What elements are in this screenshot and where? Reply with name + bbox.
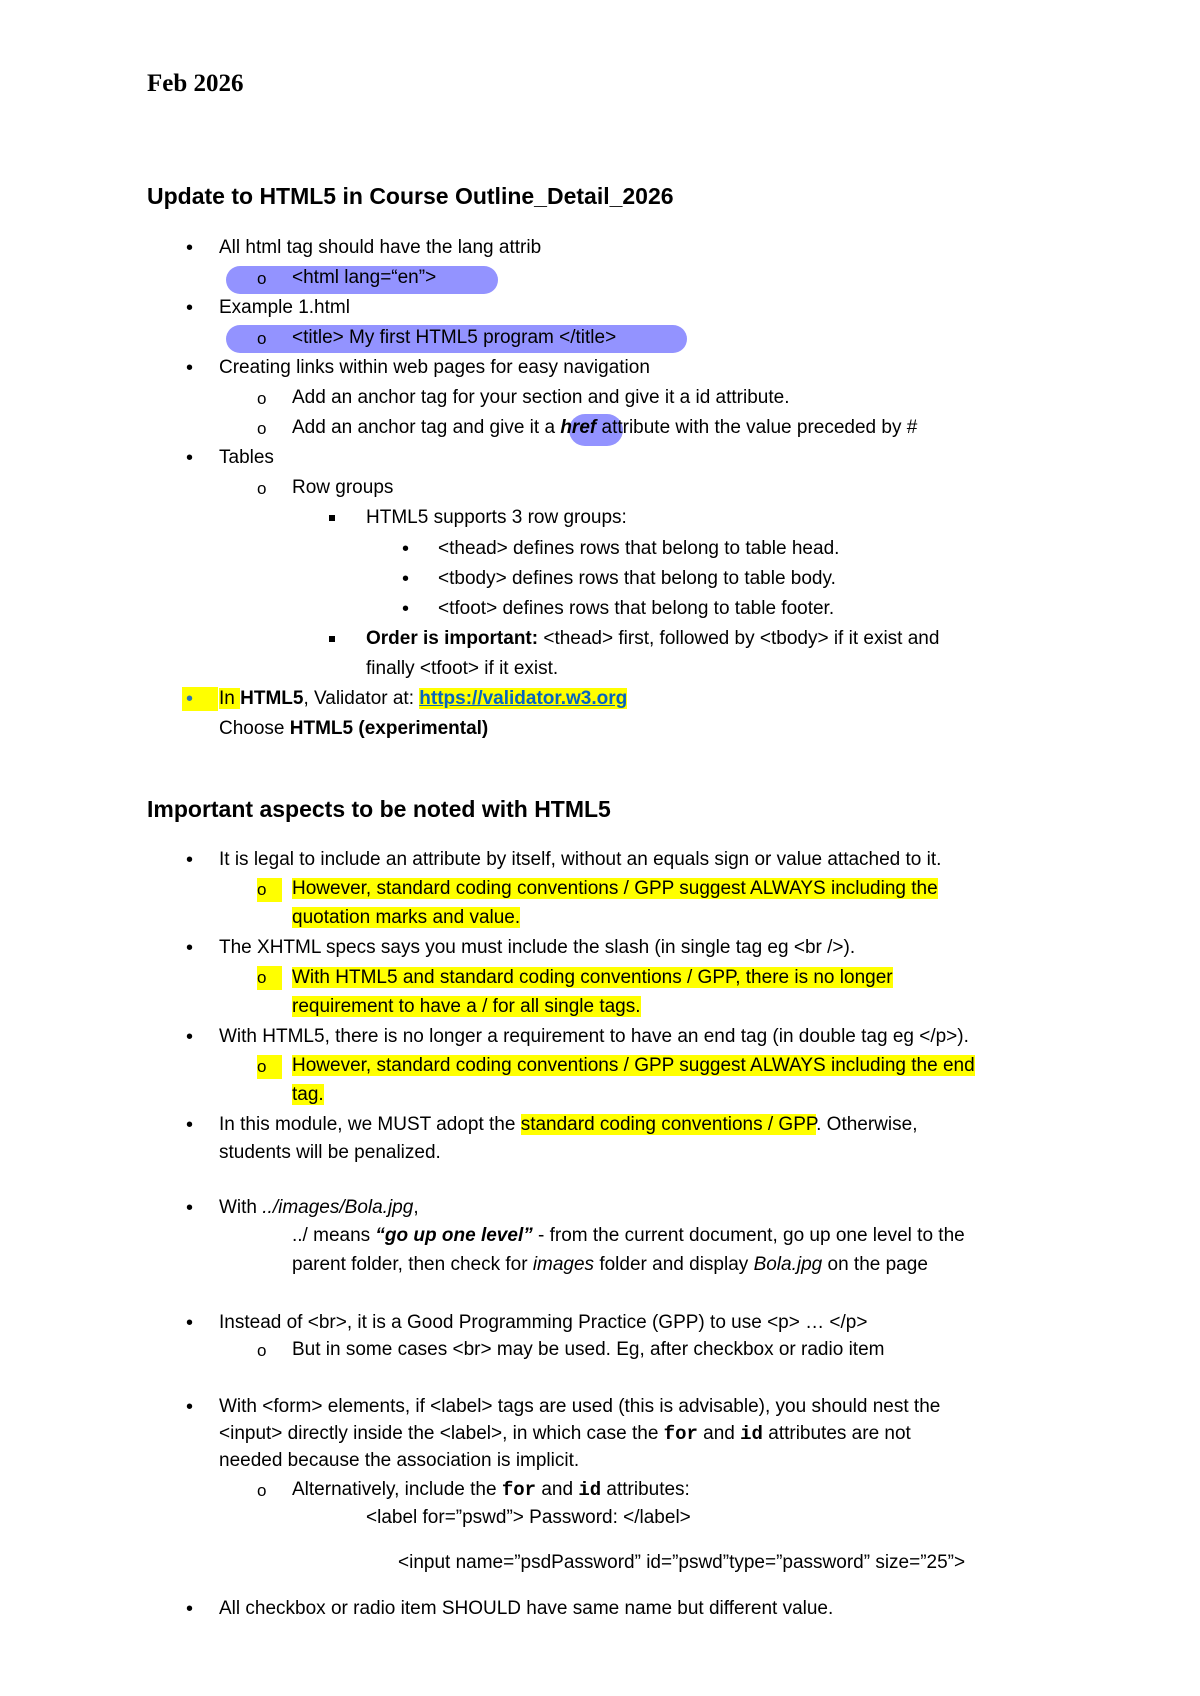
list-item: <thead> defines rows that belong to table head. bbox=[438, 538, 840, 559]
code-example-label: <label for=”pswd”> Password: </label> bbox=[366, 1507, 691, 1528]
list-item-continuation: finally <tfoot> if it exist. bbox=[366, 658, 559, 679]
bullet bbox=[186, 1196, 193, 1221]
sub-bullet: o bbox=[257, 1341, 267, 1360]
list-item: Tables bbox=[219, 447, 274, 468]
list-item: With ../images/Bola.jpg, bbox=[219, 1197, 419, 1218]
list-item: In HTML5, Validator at: https://validator.w3.org bbox=[219, 688, 628, 709]
bullet bbox=[186, 687, 193, 712]
list-item: Instead of <br>, it is a Good Programming Practice (GPP) to use <p> … </p> bbox=[219, 1312, 868, 1333]
bullet bbox=[402, 567, 409, 592]
bullet bbox=[186, 848, 193, 873]
list-item: The XHTML specs says you must include the slash (in single tag eg <br />). bbox=[219, 937, 856, 958]
square-bullet bbox=[329, 636, 335, 642]
bullet bbox=[186, 1113, 193, 1138]
list-item: However, standard coding conventions / GPP suggest ALWAYS including the end bbox=[292, 1055, 975, 1076]
list-item: Row groups bbox=[292, 477, 394, 498]
list-item: However, standard coding conventions / GPP suggest ALWAYS including the bbox=[292, 878, 938, 899]
sub-bullet: o bbox=[257, 269, 267, 288]
sub-bullet: o bbox=[257, 389, 267, 408]
list-item: But in some cases <br> may be used. Eg, after checkbox or radio item bbox=[292, 1339, 885, 1360]
list-item-continuation: ../ means “go up one level” - from the current document, go up one level to the bbox=[292, 1225, 965, 1246]
bullet bbox=[402, 597, 409, 622]
list-item-continuation: Choose HTML5 (experimental) bbox=[219, 718, 489, 739]
sub-bullet: o bbox=[257, 1481, 267, 1500]
sub-bullet: o bbox=[257, 1055, 282, 1079]
list-item: HTML5 supports 3 row groups: bbox=[366, 507, 627, 528]
list-item: <tbody> defines rows that belong to table body. bbox=[438, 568, 836, 589]
list-item: Creating links within web pages for easy navigation bbox=[219, 357, 650, 378]
bullet bbox=[186, 1597, 193, 1622]
code-example-input: <input name=”psdPassword” id=”pswd”type=”password” size=”25”> bbox=[398, 1552, 966, 1573]
list-item: <tfoot> defines rows that belong to table footer. bbox=[438, 598, 835, 619]
sub-bullet: o bbox=[257, 329, 267, 348]
list-item: In this module, we MUST adopt the standard coding conventions / GPP. Otherwise, bbox=[219, 1114, 918, 1135]
section-heading-important: Important aspects to be noted with HTML5 bbox=[147, 796, 611, 822]
document-date: Feb 2026 bbox=[147, 70, 244, 97]
bullet bbox=[402, 537, 409, 562]
list-item-continuation: students will be penalized. bbox=[219, 1142, 441, 1163]
list-item: <title> My first HTML5 program </title> bbox=[292, 327, 617, 348]
list-item: Add an anchor tag for your section and give it a id attribute. bbox=[292, 387, 790, 408]
bullet bbox=[186, 1395, 193, 1420]
sub-bullet: o bbox=[257, 966, 282, 990]
bullet bbox=[186, 936, 193, 961]
validator-link[interactable]: https://validator.w3.org bbox=[419, 688, 628, 709]
bullet bbox=[186, 1311, 193, 1336]
list-item-continuation: tag. bbox=[292, 1084, 324, 1105]
list-item: It is legal to include an attribute by itself, without an equals sign or value attached to it. bbox=[219, 849, 942, 870]
list-item-continuation: needed because the association is implicit. bbox=[219, 1450, 580, 1471]
list-item: <html lang=“en”> bbox=[292, 267, 437, 288]
list-item: All checkbox or radio item SHOULD have same name but different value. bbox=[219, 1598, 834, 1619]
list-item-continuation: requirement to have a / for all single tags. bbox=[292, 996, 641, 1017]
bullet bbox=[186, 236, 193, 261]
bullet bbox=[186, 446, 193, 471]
square-bullet bbox=[329, 515, 335, 521]
bullet bbox=[186, 1025, 193, 1050]
bullet bbox=[186, 296, 193, 321]
sub-bullet: o bbox=[257, 479, 267, 498]
list-item: Example 1.html bbox=[219, 297, 350, 318]
list-item: With <form> elements, if <label> tags are used (this is advisable), you should nest the bbox=[219, 1396, 941, 1417]
list-item: With HTML5 and standard coding conventions / GPP, there is no longer bbox=[292, 967, 893, 988]
list-item: Alternatively, include the for and id attributes: bbox=[292, 1479, 690, 1501]
list-item: Order is important: <thead> first, followed by <tbody> if it exist and bbox=[366, 628, 940, 649]
list-item-continuation: <input> directly inside the <label>, in which case the for and id attributes are not bbox=[219, 1423, 911, 1445]
list-item: With HTML5, there is no longer a requirement to have an end tag (in double tag eg </p>). bbox=[219, 1026, 969, 1047]
list-item-continuation: parent folder, then check for images folder and display Bola.jpg on the page bbox=[292, 1254, 928, 1275]
list-item-continuation: quotation marks and value. bbox=[292, 907, 521, 928]
sub-bullet: o bbox=[257, 878, 282, 902]
bullet bbox=[186, 356, 193, 381]
section-heading-update: Update to HTML5 in Course Outline_Detail_2026 bbox=[147, 183, 674, 209]
list-item: All html tag should have the lang attrib bbox=[219, 237, 542, 258]
list-item: Add an anchor tag and give it a href attribute with the value preceded by # bbox=[292, 417, 918, 438]
sub-bullet: o bbox=[257, 419, 267, 438]
